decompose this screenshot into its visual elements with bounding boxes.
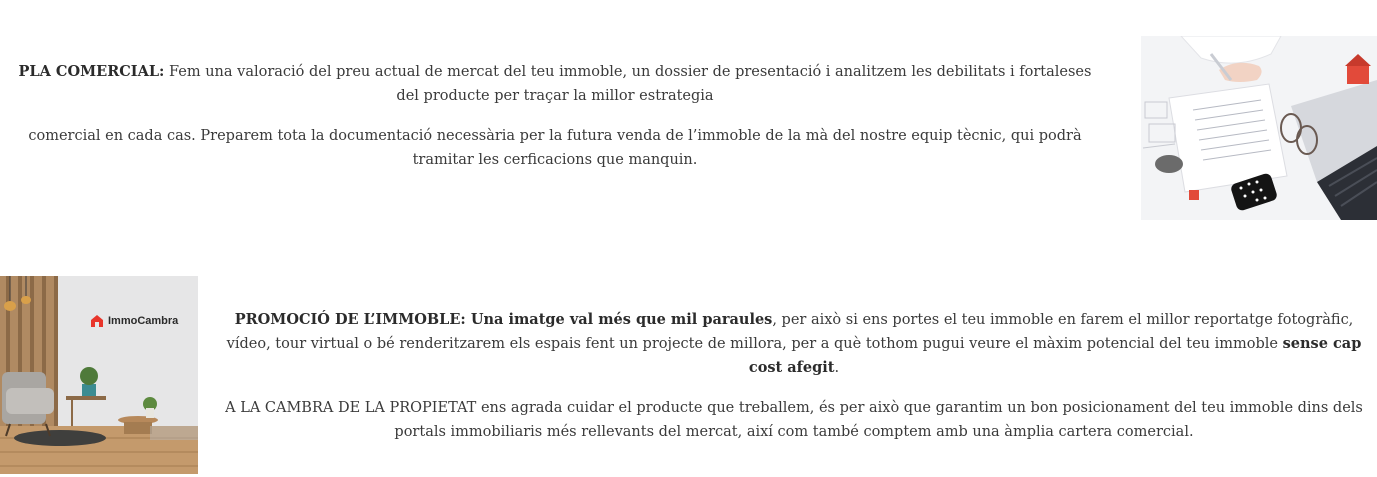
promotion-heading: PROMOCIÓ DE L’IMMOBLE:	[234, 311, 466, 328]
promotion-paragraph-1	[218, 308, 1370, 380]
commercial-plan-text-1: Fem una valoració del preu actual de mercat del teu immoble, un dossier de presentació i analitzem les debilitats i fortaleses del producte per traçar la millor estrategia	[164, 64, 1092, 104]
promotion-tagline: Una imatge val més que mil paraules	[465, 311, 773, 328]
office-illustration	[1141, 36, 1377, 220]
living-room-photo	[0, 276, 198, 474]
immocambra-brand	[90, 314, 178, 328]
promotion-text-1: , per això si ens portes el teu immoble en farem el millor reportatge fotogràfic, vídeo, tour virtual o bé renderitzarem els espais fent un projecte de millora, per a què tothom pugui veure el màxim potencial del teu immoble	[226, 312, 1354, 352]
promotion-section	[218, 308, 1370, 444]
commercial-plan-paragraph-2: comercial en cada cas. Preparem tota la documentació necessària per la futura venda de l’immoble de la mà del nostre equip tècnic, qui podrà tramitar les cerficacions que manquin.	[28, 128, 1082, 168]
promotion-highlight: sense cap cost afegit	[748, 335, 1362, 376]
living-room-illustration	[0, 276, 198, 474]
commercial-plan-paragraph-1	[6, 60, 1104, 108]
promotion-text-2: .	[834, 360, 840, 376]
commercial-plan-section	[6, 60, 1104, 172]
house-logo-icon	[90, 314, 104, 328]
office-signing-photo	[1141, 36, 1377, 220]
commercial-plan-heading: PLA COMERCIAL:	[18, 63, 165, 80]
promotion-paragraph-2: A LA CAMBRA DE LA PROPIETAT ens agrada cuidar el producte que treballem, és per això que garantim un bon posicionament del teu immoble dins dels portals immobiliaris més rellevants del mercat, així com també comptem amb una àmplia cartera comercial.	[225, 400, 1363, 440]
brand-name: ImmoCambra	[108, 315, 179, 327]
